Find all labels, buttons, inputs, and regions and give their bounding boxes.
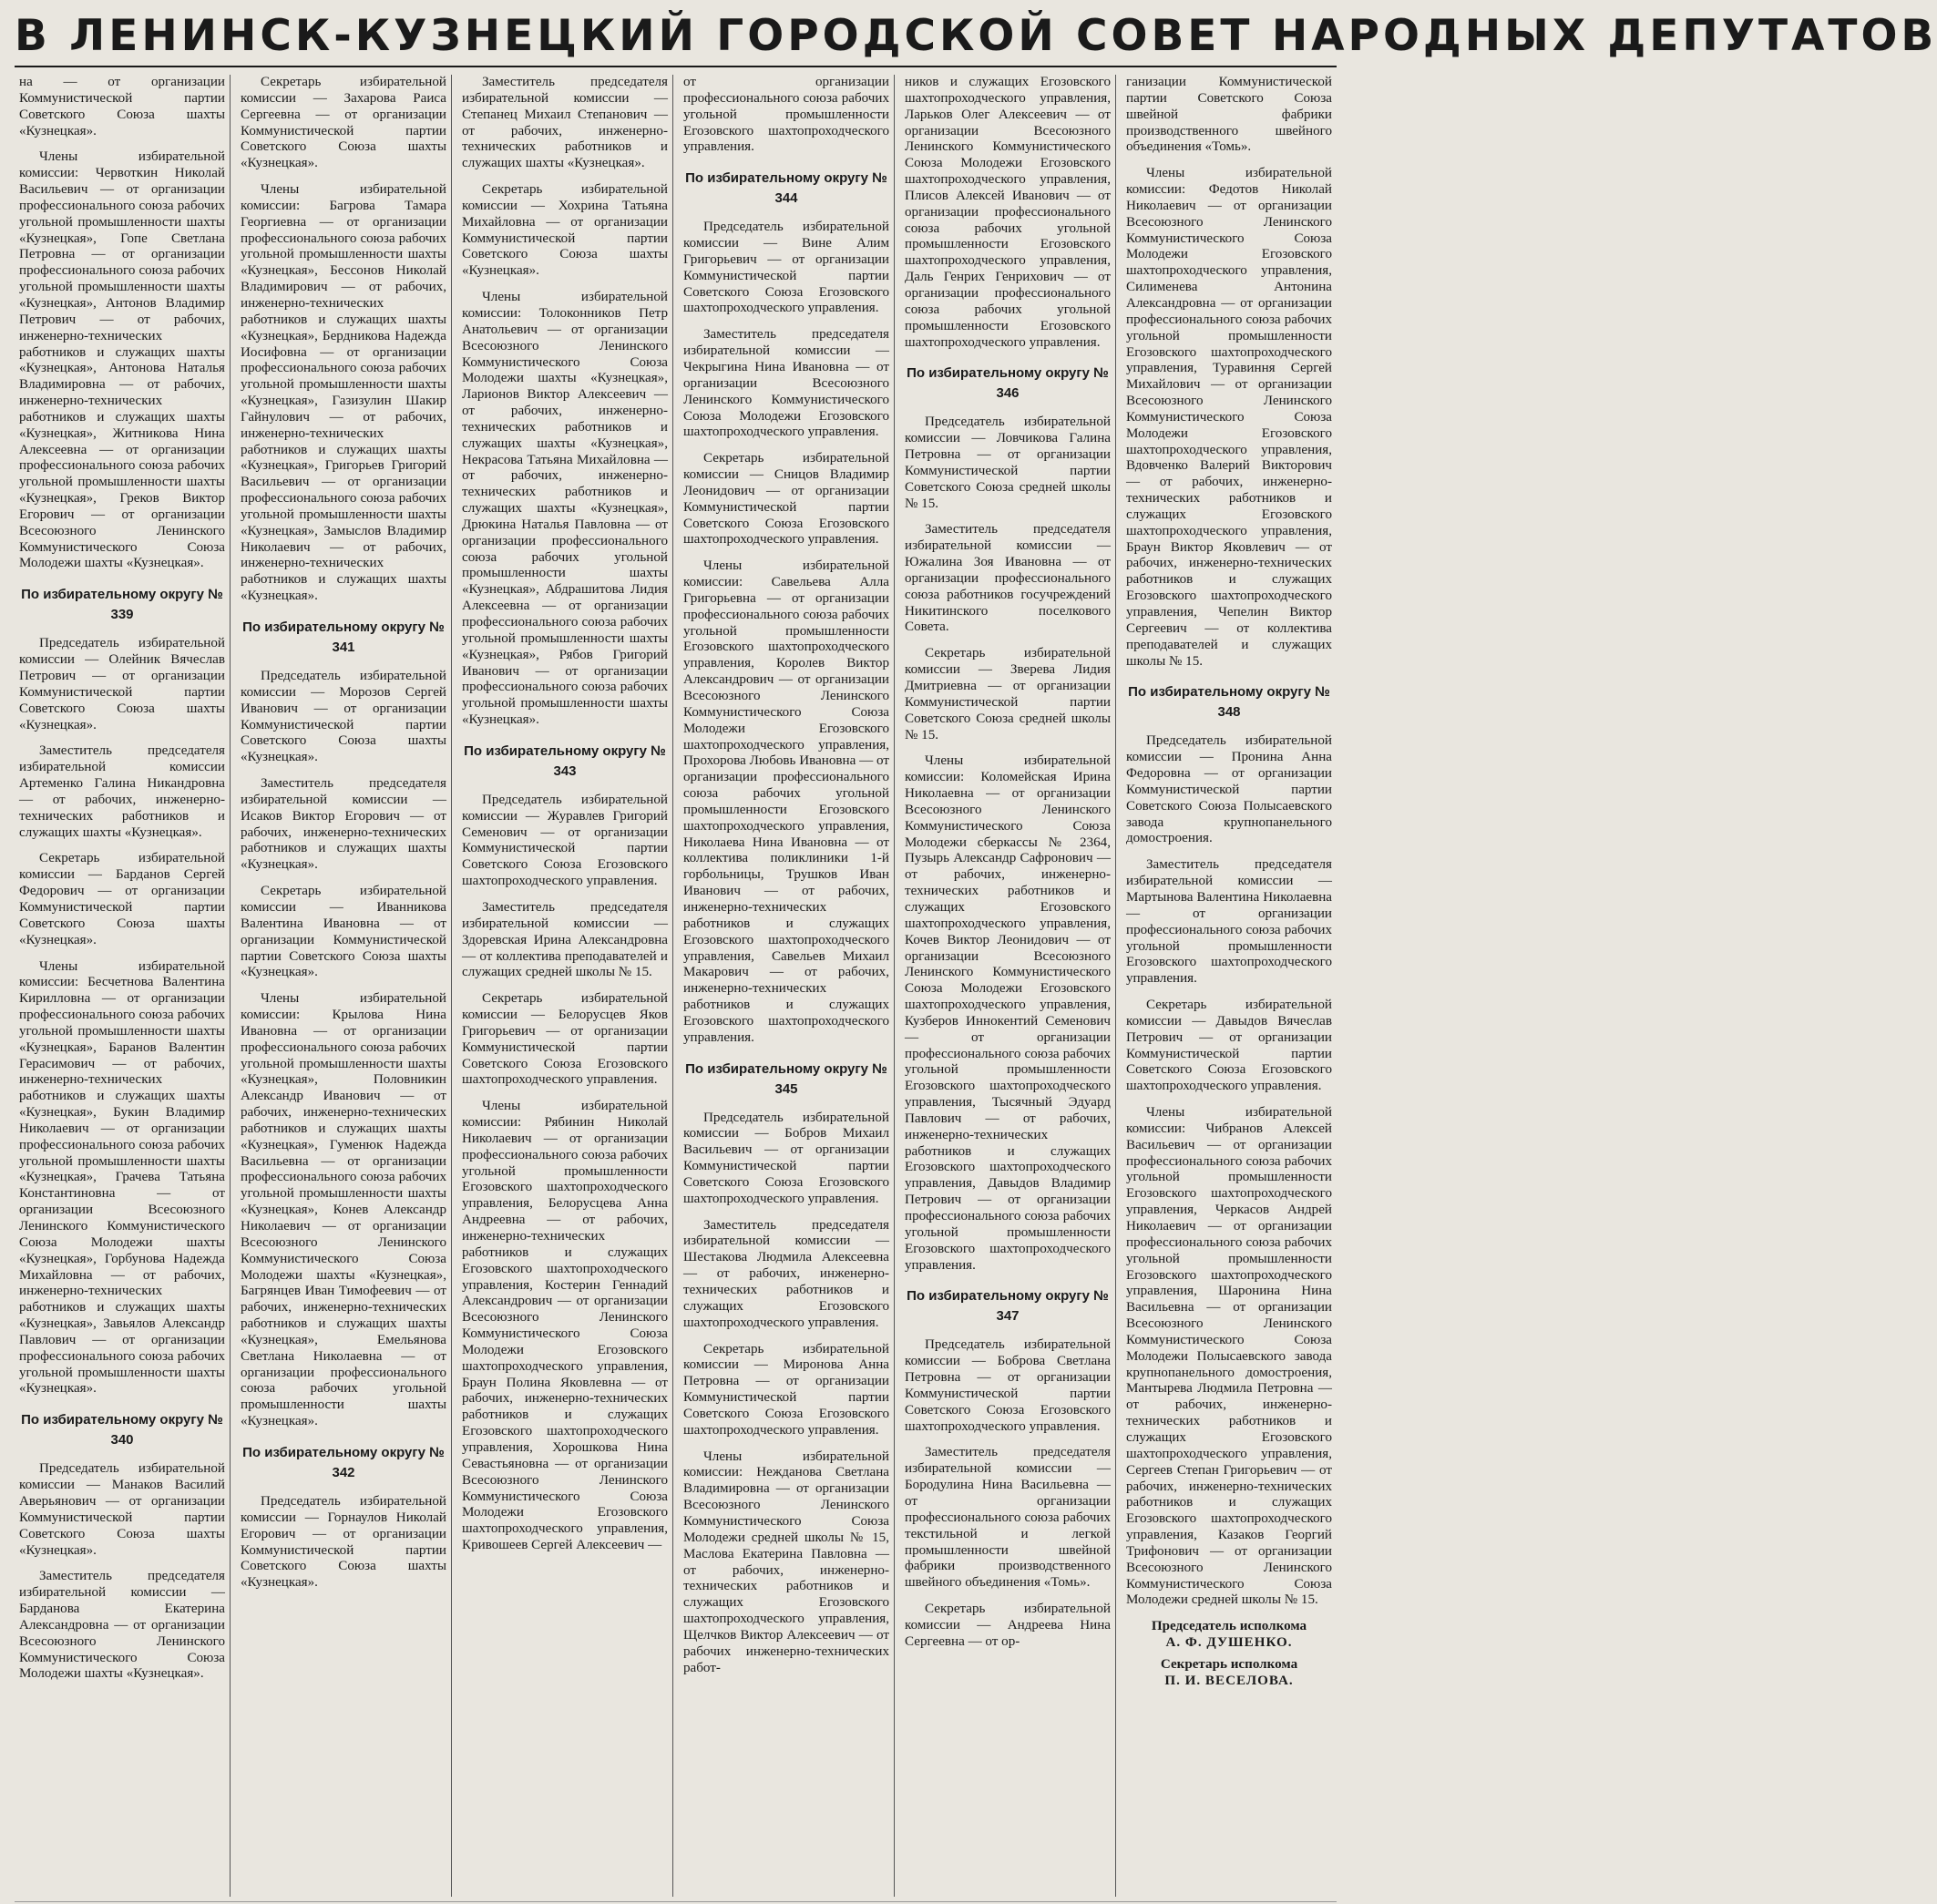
- commission-paragraph: Секретарь избирательной комиссии — Барданов Сергей Федорович — от организации Коммунистической партии Советского Союза шахты «Кузнецкая».: [19, 851, 225, 947]
- commission-paragraph: Члены избирательной комиссии: Нежданова Светлана Владимировна — от организации Всесоюзного Ленинского Коммунистического Союза Молодежи средней школы № 15, Маслова Екатерина Павловна — от рабочих, инженерно-технических работников и служащих Егозовского шахтопроходческого управления, Щелчков Виктор Алексеевич — от рабочих инженерно-технических работ-: [683, 1448, 889, 1675]
- commission-paragraph: ников и служащих Егозовского шахтопроходческого управления, Ларьков Олег Алексеевич — от организации Всесоюзного Ленинского Коммунистического Союза Молодежи Егозовского шахтопроходческого управления, Плисов Алексей Иванович — от организации профессионального союза рабочих угольной промышленности Егозовского шахтопроходческого управления, Даль Генрих Генрихович — от организации профессионального союза рабочих угольной промышленности Егозовского шахтопроходческого управления.: [905, 75, 1111, 350]
- commission-paragraph: Секретарь избирательной комиссии — Давыдов Вячеслав Петрович — от организации Коммунистической партии Советского Союза Егозовского шахтопроходческого управления.: [1126, 998, 1332, 1094]
- commission-paragraph: Председатель избирательной комиссии — Олейник Вячеслав Петрович — от организации Коммунистической партии Советского Союза шахты «Кузнецкая».: [19, 636, 225, 732]
- commission-paragraph: Председатель избирательной комиссии — Ловчикова Галина Петровна — от организации Коммунистической партии Советского Союза средней школы № 15.: [905, 415, 1111, 511]
- commission-paragraph: Члены избирательной комиссии: Федотов Николай Николаевич — от организации Всесоюзного Ленинского Коммунистического Союза Молодежи Егозовского шахтопроходческого управления, Силименева Антонина Александровна — от организации профессионального союза рабочих угольной промышленности Егозовского шахтопроходческого управления, Туравиння Сергей Михайлович — от организации Всесоюзного Ленинского Коммунистического Союза Молодежи Егозовского шахтопроходческого управления, Вдовченко Валерий Викторович — от рабочих, инженерно-технических работников и служащих Егозовского шахтопроходческого управления, Браун Виктор Яковлевич — от рабочих, инженерно-технических работников и служащих Егозовского шахтопроходческого управления, Чепелин Виктор Сергеевич — от коллектива преподавателей и служащих школы № 15.: [1126, 166, 1332, 669]
- commission-paragraph: Председатель избирательной комиссии — Горнаулов Николай Егорович — от организации Коммунистической партии Советского Союза шахты «Кузнецкая».: [241, 1493, 446, 1591]
- commission-paragraph: Председатель избирательной комиссии — Вине Алим Григорьевич — от организации Коммунистической партии Советского Союза Егозовского шахтопроходческого управления.: [683, 220, 889, 316]
- commission-paragraph: Заместитель председателя избирательной комиссии — Исаков Виктор Егорович — от рабочих, инженерно-технических работников и служащих шахты «Кузнецкая».: [241, 776, 446, 873]
- page-headline: В ЛЕНИНСК-КУЗНЕЦКИЙ ГОРОДСКОЙ СОВЕТ НАРОДНЫХ ДЕПУТАТОВ: [15, 9, 1337, 67]
- commission-paragraph: Члены избирательной комиссии: Бесчетнова Валентина Кирилловна — от организации профессионального союза рабочих угольной промышленности шахты «Кузнецкая», Баранов Валентин Герасимович — от рабочих, инженерно-технических работников и служащих шахты «Кузнецкая», Букин Владимир Николаевич — от организации профессионального союза рабочих угольной промышленности шахты «Кузнецкая», Грачева Татьяна Константиновна — от организации Всесоюзного Ленинского Коммунистического Союза Молодежи шахты «Кузнецкая», Горбунова Надежда Михайловна — от рабочих, инженерно-технических работников и служащих шахты «Кузнецкая», Завьялов Александр Павлович — от организации профессионального союза рабочих угольной промышленности шахты «Кузнецкая».: [19, 958, 225, 1397]
- commission-paragraph: Заместитель председателя избирательной комиссии — Бородулина Нина Васильевна — от организации профессионального союза рабочих текстильной и легкой промышленности швейной фабрики производственного швейного объединения «Томь».: [905, 1445, 1111, 1591]
- commission-paragraph: Председатель избирательной комиссии — Бобров Михаил Васильевич — от организации Коммунистической партии Советского Союза Егозовского шахтопроходческого управления.: [683, 1110, 889, 1206]
- commission-paragraph: Заместитель председателя избирательной комиссии — Чекрыгина Нина Ивановна — от организации Всесоюзного Ленинского Коммунистического Союза Молодежи Егозовского шахтопроходческого управления.: [683, 327, 889, 440]
- commission-paragraph: Члены избирательной комиссии: Толоконников Петр Анатольевич — от организации Всесоюзного Ленинского Коммунистического Союза Молодежи шахты «Кузнецкая», Ларионов Виктор Алексеевич — от рабочих, инженерно-технических работников и служащих шахты «Кузнецкая», Некрасова Татьяна Михайловна — от рабочих, инженерно-технических работников и служащих шахты «Кузнецкая», Дрюкина Наталья Павловна — от организации профессионального союза рабочих угольной промышленности шахты «Кузнецкая», Абдрашитова Лидия Алексеевна — от организации профессионального союза рабочих угольной промышленности шахты «Кузнецкая», Рябов Григорий Иванович — от организации профессионального союза рабочих угольной промышленности шахты «Кузнецкая».: [462, 290, 668, 728]
- district-heading: По избирательному округу № 347: [907, 1288, 1109, 1325]
- commission-paragraph: ганизации Коммунистической партии Советского Союза швейной фабрики производственного швейного объединения «Томь».: [1126, 75, 1332, 155]
- district-heading: По избирательному округу № 341: [242, 619, 445, 655]
- district-heading: По избирательному округу № 340: [21, 1412, 223, 1448]
- commission-paragraph: Секретарь избирательной комиссии — Иванникова Валентина Ивановна — от организации Коммунистической партии Советского Союза шахты «Кузнецкая».: [241, 884, 446, 980]
- commission-paragraph: Члены избирательной комиссии: Багрова Тамара Георгиевна — от организации профессионального союза рабочих угольной промышленности шахты «Кузнецкая», Бессонов Николай Владимирович — от рабочих, инженерно-технических работников и служащих шахты «Кузнецкая», Бердникова Надежда Иосифовна — от организации профессионального союза рабочих угольной промышленности шахты «Кузнецкая», Газизулин Шакир Гайнулович — от рабочих, инженерно-технических работников и служащих шахты «Кузнецкая», Григорьев Григорий Васильевич — от организации профессионального союза рабочих угольной промышленности шахты «Кузнецкая», Замыслов Владимир Николаевич — от рабочих, инженерно-технических работников и служащих шахты «Кузнецкая».: [241, 182, 446, 604]
- commission-paragraph: Члены избирательной комиссии: Крылова Нина Ивановна — от организации профессионального союза рабочих угольной промышленности шахты «Кузнецкая», Половникин Александр Иванович — от рабочих, инженерно-технических работников и служащих шахты «Кузнецкая», Гуменюк Надежда Васильевна — от организации профессионального союза рабочих угольной промышленности шахты «Кузнецкая», Конев Александр Николаевич — от организации Всесоюзного Ленинского Коммунистического Союза Молодежи шахты «Кузнецкая», Багрянцев Иван Тимофеевич — от рабочих, инженерно-технических работников и служащих шахты «Кузнецкая», Емельянова Светлана Николаевна — от организации профессионального союза рабочих угольной промышленности шахты «Кузнецкая».: [241, 991, 446, 1429]
- commission-paragraph: Секретарь избирательной комиссии — Захарова Раиса Сергеевна — от организации Коммунистической партии Советского Союза шахты «Кузнецкая».: [241, 75, 446, 171]
- commission-paragraph: Заместитель председателя избирательной комиссии — Южалина Зоя Ивановна — от организации профессионального союза работников госучреждений Никитинского поселкового Совета.: [905, 522, 1111, 635]
- commission-paragraph: Председатель избирательной комиссии — Манаков Василий Аверьянович — от организации Коммунистической партии Советского Союза шахты «Кузнецкая».: [19, 1461, 225, 1558]
- signature-name: П. И. ВЕСЕЛОВА.: [1164, 1673, 1294, 1688]
- commission-paragraph: Заместитель председателя избирательной комиссии — Барданова Екатерина Александровна — от организации Всесоюзного Ленинского Коммунистического Союза Молодежи шахты «Кузнецкая».: [19, 1569, 225, 1682]
- commission-paragraph: Заместитель председателя избирательной комиссии — Мартынова Валентина Николаевна — от организации профессионального союза рабочих угольной промышленности Егозовского шахтопроходческого управления.: [1126, 857, 1332, 987]
- commission-paragraph: Секретарь избирательной комиссии — Зверева Лидия Дмитриевна — от организации Коммунистической партии Советского Союза средней школы № 15.: [905, 646, 1111, 742]
- commission-paragraph: Члены избирательной комиссии: Чибранов Алексей Васильевич — от организации профессионального союза рабочих угольной промышленности Егозовского шахтопроходческого управления, Черкасов Андрей Николаевич — от организации профессионального союза рабочих угольной промышленности Егозовского шахтопроходческого управления, Шаронина Нина Васильевна — от организации Всесоюзного Ленинского Коммунистического Союза Молодежи Полысаевского завода крупнопанельного домостроения, Мантырева Людмила Петровна — от рабочих, инженерно-технических работников и служащих Егозовского шахтопроходческого управления, Сергеев Степан Григорьевич — от рабочих, инженерно-технических работников и служащих Егозовского шахтопроходческого управления, Казаков Георгий Трифонович — от организации Всесоюзного Ленинского Коммунистического Союза Молодежи средней школы № 15.: [1126, 1105, 1332, 1608]
- signature-role: Председатель исполкома: [1151, 1619, 1307, 1634]
- commission-paragraph: на — от организации Коммунистической партии Советского Союза шахты «Кузнецкая».: [19, 75, 225, 138]
- commission-paragraph: Секретарь избирательной комиссии — Миронова Анна Петровна — от организации Коммунистической партии Советского Союза Егозовского шахтопроходческого управления.: [683, 1341, 889, 1438]
- text-column: [900, 75, 1116, 1897]
- commission-paragraph: Председатель избирательной комиссии — Журавлев Григорий Семенович — от организации Коммунистической партии Советского Союза Егозовского шахтопроходческого управления.: [462, 792, 668, 889]
- text-column: [236, 75, 452, 1897]
- commission-paragraph: Председатель избирательной комиссии — Морозов Сергей Иванович — от организации Коммунистической партии Советского Союза шахты «Кузнецкая».: [241, 669, 446, 765]
- text-column: [1122, 75, 1337, 1897]
- district-heading: По избирательному округу № 344: [685, 170, 887, 207]
- commission-paragraph: Секретарь избирательной комиссии — Сницов Владимир Леонидович — от организации Коммунистической партии Советского Союза Егозовского шахтопроходческого управления.: [683, 451, 889, 548]
- commission-paragraph: Члены избирательной комиссии: Савельева Алла Григорьевна — от организации профессионального союза рабочих угольной промышленности Егозовского шахтопроходческого управления, Королев Виктор Александрович — от организации Всесоюзного Ленинского Коммунистического Союза Молодежи Егозовского шахтопроходческого управления, Прохорова Любовь Ивановна — от организации профессионального союза рабочих угольной промышленности Егозовского шахтопроходческого управления, Николаева Нина Ивановна — от коллектива поликлиники 1-й горбольницы, Трушков Иван Иванович — от рабочих, инженерно-технических работников и служащих Егозовского шахтопроходческого управления, Савельев Михаил Макарович — от рабочих, инженерно-технических работников и служащих Егозовского шахтопроходческого управления.: [683, 558, 889, 1045]
- commission-paragraph: Заместитель председателя избирательной комиссии — Шестакова Людмила Алексеевна — от рабочих, инженерно-технических работников и служащих Егозовского шахтопроходческого управления.: [683, 1217, 889, 1330]
- signature-block: [1126, 1619, 1332, 1652]
- commission-paragraph: Заместитель председателя избирательной комиссии — Степанец Михаил Степанович — от рабочих, инженерно-технических работников и служащих шахты «Кузнецкая».: [462, 75, 668, 171]
- commission-paragraph: Секретарь избирательной комиссии — Хохрина Татьяна Михайловна — от организации Коммунистической партии Советского Союза шахты «Кузнецкая».: [462, 182, 668, 279]
- commission-paragraph: Члены избирательной комиссии: Рябинин Николай Николаевич — от организации профессионального союза рабочих угольной промышленности Егозовского шахтопроходческого управления, Белорусцева Анна Андреевна — от рабочих, инженерно-технических работников и служащих Егозовского шахтопроходческого управления, Костерин Геннадий Александрович — от организации Всесоюзного Ленинского Коммунистического Союза Молодежи Егозовского шахтопроходческого управления, Браун Полина Яковлевна — от рабочих, инженерно-технических работников и служащих Егозовского шахтопроходческого управления, Хорошкова Нина Севастьяновна — от организации Всесоюзного Ленинского Коммунистического Союза Молодежи Егозовского шахтопроходческого управления, Кривошеев Сергей Алексеевич —: [462, 1099, 668, 1553]
- district-heading: По избирательному округу № 342: [242, 1444, 445, 1480]
- commission-paragraph: Председатель избирательной комиссии — Боброва Светлана Петровна — от организации Коммунистической партии Советского Союза Егозовского шахтопроходческого управления.: [905, 1337, 1111, 1434]
- commission-paragraph: Члены избирательной комиссии: Коломейская Ирина Николаевна — от организации Всесоюзного Ленинского Коммунистического Союза Молодежи сберкассы № 2364, Пузырь Александр Сафронович — от рабочих, инженерно-технических работников и служащих Егозовского шахтопроходческого управления, Кочев Виктор Леонидович — от организации Всесоюзного Ленинского Коммунистического Союза Молодежи Егозовского шахтопроходческого управления, Кузберов Иннокентий Семенович — от организации профессионального союза рабочих угольной промышленности Егозовского шахтопроходческого управления, Тысячный Эдуард Павлович — от рабочих, инженерно-технических работников и служащих Егозовского шахтопроходческого управления, Давыдов Владимир Петрович — от организации профессионального союза рабочих угольной промышленности Егозовского шахтопроходческого управления.: [905, 753, 1111, 1273]
- commission-paragraph: от организации профессионального союза рабочих угольной промышленности Егозовского шахтопроходческого управления.: [683, 75, 889, 155]
- district-heading: По избирательному округу № 339: [21, 587, 223, 623]
- commission-paragraph: Секретарь избирательной комиссии — Белорусцев Яков Григорьевич — от организации Коммунистической партии Советского Союза Егозовского шахтопроходческого управления.: [462, 991, 668, 1088]
- commission-paragraph: Заместитель председателя избирательной комиссии — Здоревская Ирина Александровна — от коллектива преподавателей и служащих средней школы № 15.: [462, 899, 668, 980]
- commission-paragraph: Члены избирательной комиссии: Червоткин Николай Васильевич — от организации профессионального союза рабочих угольной промышленности шахты «Кузнецкая», Гопе Светлана Петровна — от организации профессионального союза рабочих угольной промышленности шахты «Кузнецкая», Антонов Владимир Петрович — от рабочих, инженерно-технических работников и служащих шахты «Кузнецкая», Антонова Наталья Владимировна — от рабочих, инженерно-технических работников и служащих шахты «Кузнецкая», Житникова Нина Алексеевна — от организации профессионального союза рабочих угольной промышленности шахты «Кузнецкая», Греков Виктор Егорович — от организации Всесоюзного Ленинского Коммунистического Союза Молодежи шахты «Кузнецкая».: [19, 149, 225, 571]
- district-heading: По избирательному округу № 343: [464, 742, 666, 779]
- district-heading: По избирательному округу № 345: [685, 1060, 887, 1097]
- district-heading: По избирательному округу № 348: [1128, 684, 1330, 721]
- signature-block: [1126, 1657, 1332, 1690]
- commission-paragraph: Секретарь избирательной комиссии — Андреева Нина Сергеевна — от ор-: [905, 1602, 1111, 1649]
- commission-paragraph: Председатель избирательной комиссии — Пронина Анна Федоровна — от организации Коммунистической партии Советского Союза Полысаевского завода крупнопанельного домостроения.: [1126, 733, 1332, 846]
- signature-name: А. Ф. ДУШЕНКО.: [1165, 1635, 1293, 1651]
- text-column: [679, 75, 895, 1897]
- signature-role: Секретарь исполкома: [1160, 1656, 1298, 1672]
- district-heading: По избирательному округу № 346: [907, 365, 1109, 402]
- text-column: [15, 75, 231, 1897]
- commission-paragraph: Заместитель председателя избирательной комиссии Артеменко Галина Никандровна — от рабочих, инженерно-технических работников и служащих шахты «Кузнецкая».: [19, 743, 225, 840]
- text-columns: [15, 75, 1337, 1897]
- text-column: [457, 75, 673, 1897]
- bottom-rule: [15, 1901, 1337, 1902]
